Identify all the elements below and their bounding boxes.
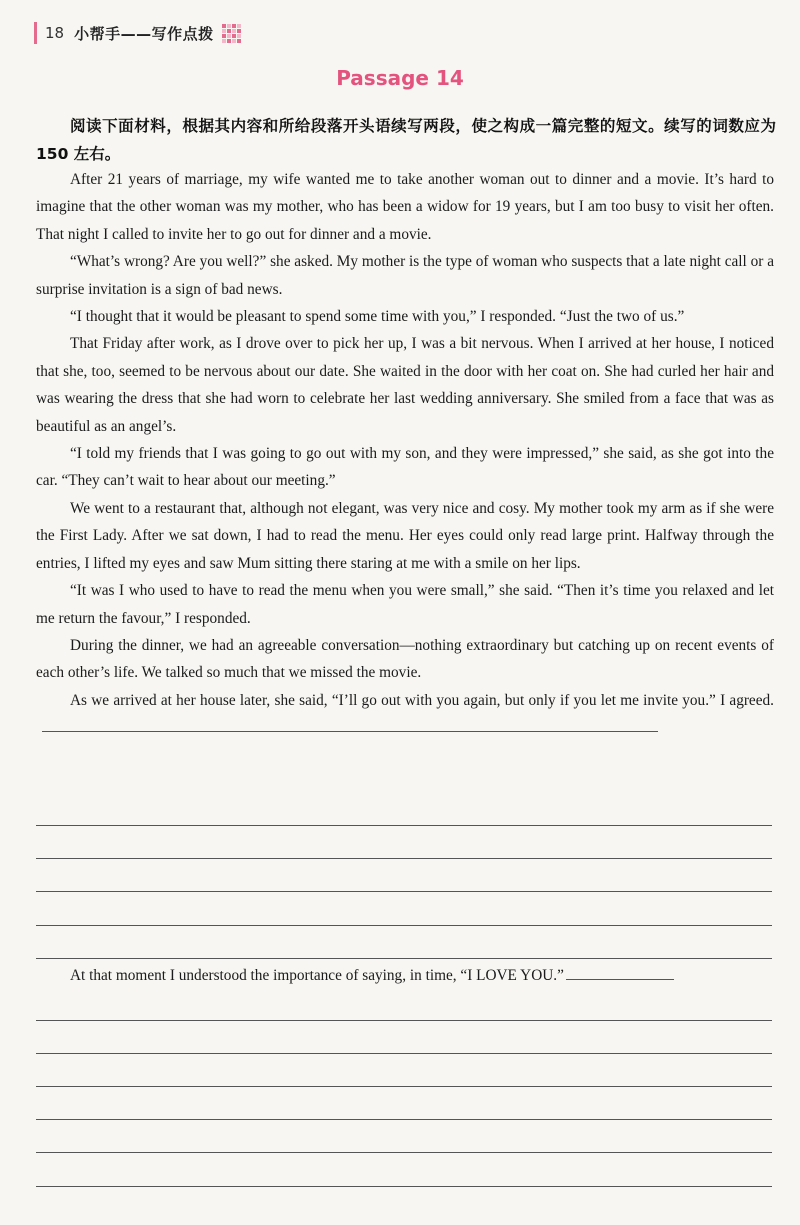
- passage-body: [36, 166, 774, 742]
- instruction-text: 阅读下面材料，根据其内容和所给段落开头语续写两段，使之构成一篇完整的短文。续写的词数应为 150 左右。: [36, 117, 776, 163]
- paragraph: During the dinner, we had an agreeable conversation—nothing extraordinary but catching up on recent events of each other’s life. We talked so much that we missed the movie.: [36, 636, 774, 682]
- series-title: 小帮手——写作点拨: [74, 24, 214, 43]
- writing-line[interactable]: [36, 825, 772, 826]
- paragraph: “It was I who used to have to read the menu when you were small,” she said. “Then it’s time you relaxed and let me return the favour,” I responded.: [36, 582, 774, 627]
- writing-line[interactable]: [36, 1020, 772, 1021]
- paragraph: “What’s wrong? Are you well?” she asked. My mother is the type of woman who suspects that a late night call or a surprise invitation is a sign of bad news.: [36, 253, 774, 298]
- paragraph-1-opening: As we arrived at her house later, she said, “I’ll go out with you again, but only if you let me invite you.” I agreed.: [70, 691, 774, 709]
- paragraph: “I told my friends that I was going to go out with my son, and they were impressed,” she said, as she got into the car. “They can’t wait to hear about our meeting.”: [36, 445, 774, 490]
- writing-line[interactable]: [36, 1119, 772, 1120]
- continuation-paragraph-2-start: [70, 962, 774, 989]
- writing-line[interactable]: [36, 1053, 772, 1054]
- writing-line[interactable]: [36, 1086, 772, 1087]
- writing-line[interactable]: [42, 717, 658, 732]
- writing-line[interactable]: [36, 925, 772, 926]
- paragraph: That Friday after work, as I drove over to pick her up, I was a bit nervous. When I arrived at her house, I noticed that she, too, seemed to be nervous about our date. She waited in the door with her coat on. She had curled her hair and was wearing the dress that she had worn to celebrate her last wedding anniversary. She smiled from a face that was as beautiful as an angel’s.: [36, 335, 774, 435]
- writing-line[interactable]: [36, 1152, 772, 1153]
- continuation-paragraph-1-start: [36, 687, 774, 742]
- page-header: [34, 20, 241, 46]
- writing-line[interactable]: [36, 858, 772, 859]
- passage-title: Passage 14: [336, 66, 464, 90]
- checker-deco-icon: [222, 24, 241, 43]
- header-accent-bar: [34, 22, 37, 44]
- paragraph: “I thought that it would be pleasant to spend some time with you,” I responded. “Just the two of us.”: [70, 308, 685, 326]
- paragraph: After 21 years of marriage, my wife wanted me to take another woman out to dinner and a movie. It’s hard to imagine that the other woman was my mother, who has been a widow for 19 years, but I am too busy to visit her often. That night I called to invite her to go out for dinner and a movie.: [36, 171, 774, 243]
- paragraph-2-opening: At that moment I understood the importance of saying, in time, “I LOVE YOU.”: [70, 967, 564, 984]
- writing-line[interactable]: [36, 1186, 772, 1187]
- page-number: 18: [45, 24, 65, 42]
- writing-line[interactable]: [566, 965, 674, 980]
- writing-line[interactable]: [36, 958, 772, 959]
- paragraph: We went to a restaurant that, although not elegant, was very nice and cosy. My mother took my arm as if she were the First Lady. After we sat down, I had to read the menu. Her eyes could only read large print. Halfway through the entries, I lifted my eyes and saw Mum sitting there staring at me with a smile on her lips.: [36, 499, 774, 572]
- writing-line[interactable]: [36, 891, 772, 892]
